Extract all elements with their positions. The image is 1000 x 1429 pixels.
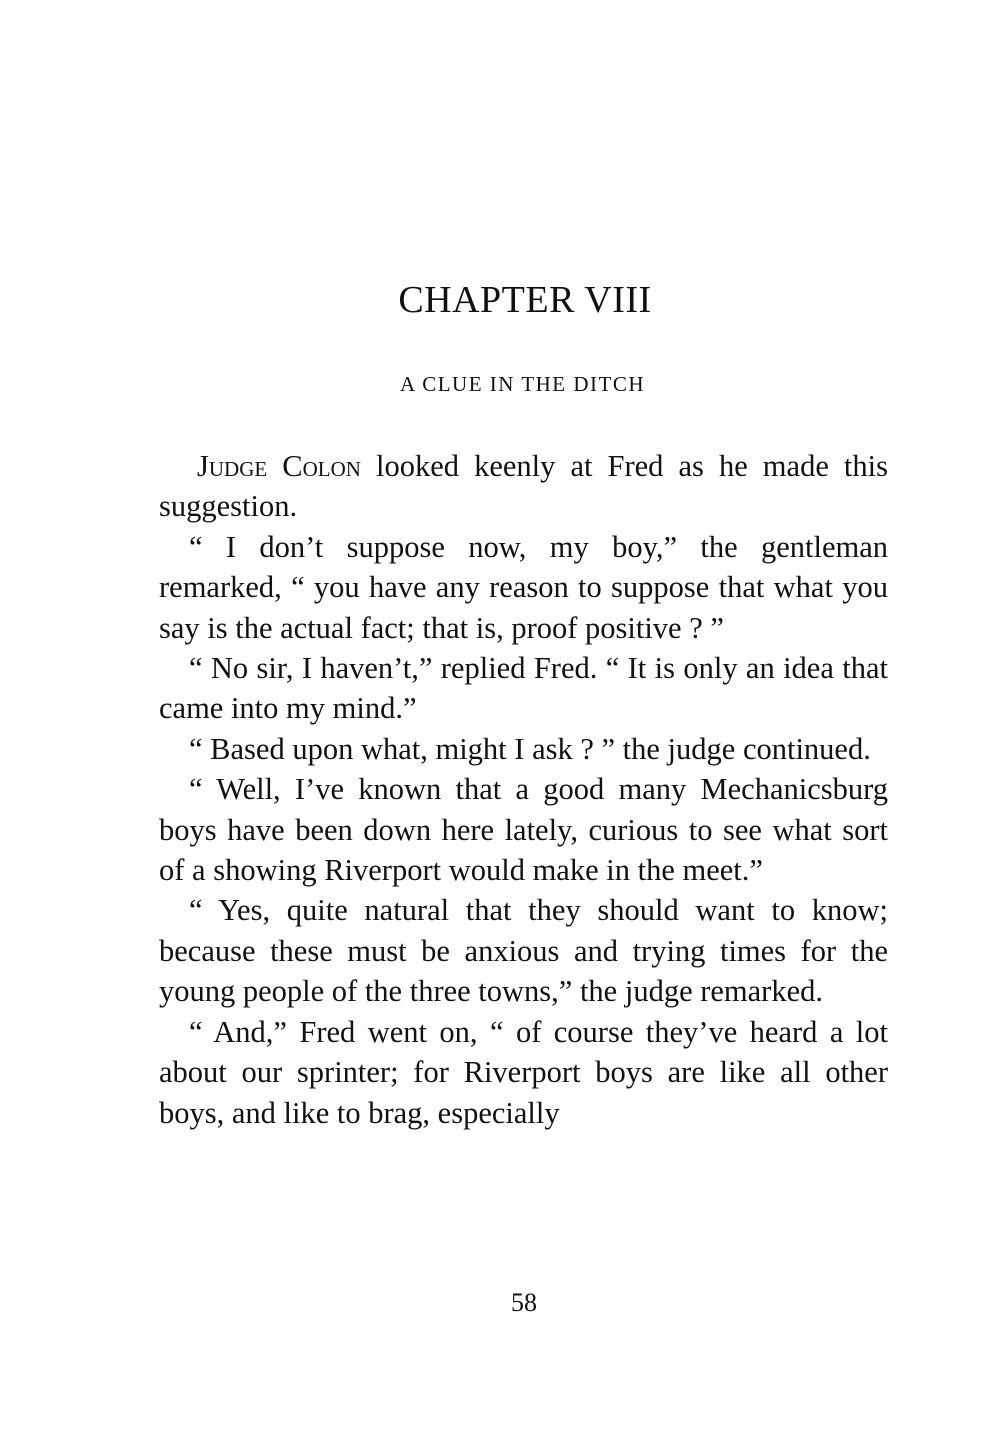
paragraph: “ Yes, quite natural that they should want to know; because these must be anxious and trying times for the young people of the three towns,” the judge remarked. (159, 893, 888, 1009)
paragraph: “ Well, I’ve known that a good many Mechanicsburg boys have been down here lately, curious to see what sort of a showing Riverport would make in the meet.” (159, 772, 888, 888)
chapter-subtitle: A CLUE IN THE DITCH (399, 372, 646, 396)
paragraph: “ I don’t suppose now, my boy,” the gentleman remarked, “ you have any reason to suppose that what you say is the actual fact; that is, proof positive ? ” (159, 529, 888, 645)
paragraph-text: looked keenly at Fred as he made this suggestion. (159, 449, 888, 524)
paragraph: “ Based upon what, might I ask ? ” the judge continued. (189, 731, 871, 766)
page-number: 58 (511, 1288, 537, 1317)
paragraph: “ No sir, I haven’t,” replied Fred. “ It is only an idea that came into my mind.” (159, 651, 888, 726)
paragraph-lead-smallcaps: Judge Colon (197, 449, 361, 483)
paragraph (159, 446, 888, 527)
chapter-heading: CHAPTER VIII (398, 279, 652, 321)
paragraph: “ And,” Fred went on, “ of course they’ve heard a lot about our sprinter; for Riverport boys are like all other boys, and like to brag, especially (159, 1014, 888, 1130)
body-text (159, 446, 888, 1133)
